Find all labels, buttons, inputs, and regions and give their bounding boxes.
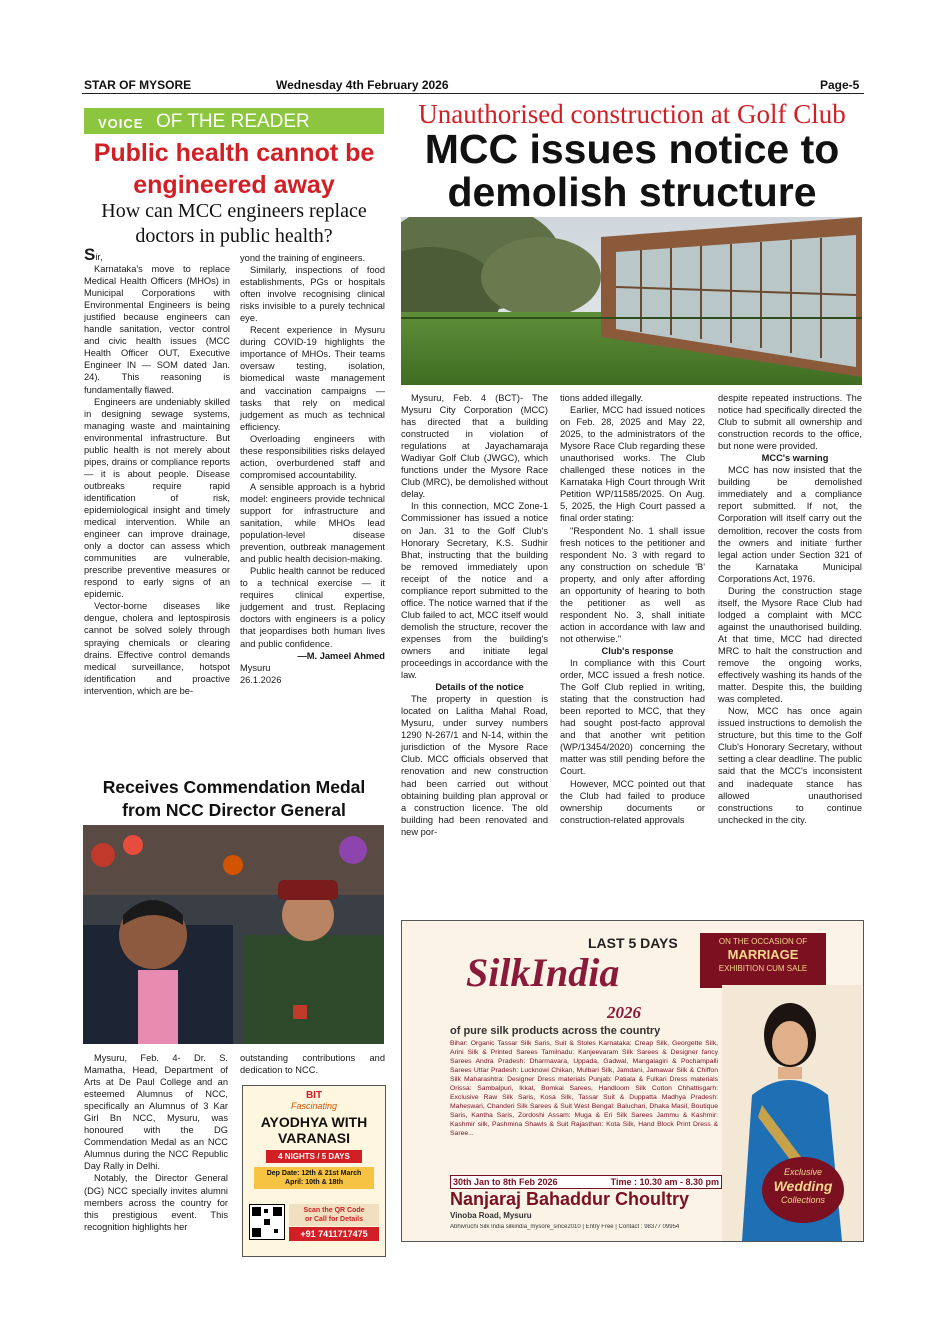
last-days: LAST 5 DAYS bbox=[588, 935, 678, 951]
main-paragraph: In compliance with this Court order, MCC issued a fresh notice. The Golf Club replied in writing, stating that the construction had been reported to MCC, that they had sought post-facto approval and that another writ petition (WP/13454/2020) concerning the matter was still pending before the Court. bbox=[560, 658, 705, 777]
tour-tagline: Fascinating bbox=[290, 1101, 338, 1111]
main-paragraph: However, MCC pointed out that the Club had failed to produce ownership documents or construction-related approvals bbox=[560, 778, 705, 825]
silk-contact: Abhivruchi Silk India silkindia_mysore_since2010 | Entry Free | Contact : 98377 09954 bbox=[450, 1224, 680, 1230]
tour-phone[interactable]: +91 7411717475 bbox=[289, 1227, 379, 1241]
letter-paragraph: yond the training of engineers. bbox=[240, 253, 366, 263]
letter-headline-line1: Public health cannot be bbox=[93, 139, 375, 167]
letter-paragraph: A sensible approach is a hybrid model: engineers provide technical support for infrastructure and sanitation, while MHOs lead population-level disease prevention, outbreak management and public health decision-making. bbox=[240, 481, 385, 565]
main-paragraph: The property in question is located on Lalitha Mahal Road, Mysuru, under survey numbers 1290 N-267/1 and N-14, within the jurisdiction of the Mysore Race Club. MCC officials observed that renovation and new construction had been carried out without obtaining building plan approval or a construction licence. The old building had been renovated and new por- bbox=[401, 694, 548, 837]
main-paragraph: Mysuru, Feb. 4 (BCT)- The Mysuru City Corporation (MCC) has directed that a building constructed in violation of regulations at Jayachamaraja Wadiyar Golf Club (JWGC), which functions under the Mysore Race Club (MRC), be demolished without delay. bbox=[401, 393, 548, 500]
ncc-headline-line2: from NCC Director General bbox=[122, 800, 346, 820]
main-kicker: Unauthorised construction at Golf Club bbox=[418, 99, 846, 129]
subhead-response: Club's response bbox=[601, 645, 674, 656]
silk-address: Vinoba Road, Mysuru bbox=[450, 1211, 532, 1220]
letter-paragraph: Overloading engineers with these responsibilities risks delayed action, overburdened staff and compromised accountability. bbox=[240, 433, 385, 480]
tour-scan-line2: or Call for Details bbox=[305, 1216, 363, 1223]
tour-title-line1: AYODHYA WITH bbox=[260, 1114, 368, 1130]
tour-scan-line1: Scan the QR Code bbox=[303, 1207, 365, 1214]
letter-subhead-line2: doctors in public health? bbox=[135, 225, 333, 247]
main-paragraph: tions added illegally. bbox=[560, 393, 644, 403]
badge-line2: Wedding bbox=[773, 1178, 833, 1194]
letter-paragraph: Public health cannot be reduced to a technical exercise — it requires clinical expertise, judgement and trust. Replacing doctors with engineers is a policy that jeopardises both human lives and public confidence. bbox=[240, 566, 385, 649]
main-paragraph: During the construction stage itself, the Mysore Race Club had lodged a complaint with MCC against the unauthorised building. At that time, MCC had directed MRC to halt the construction and remove the ongoing works, effectively washing its hands of the matter. Despite this, the building was completed. bbox=[718, 585, 862, 705]
letter-place: Mysuru bbox=[240, 662, 271, 673]
letter-salutation: ir, bbox=[95, 252, 103, 262]
tour-scan bbox=[289, 1204, 379, 1226]
main-column-2 bbox=[560, 392, 705, 826]
ncc-column-2 bbox=[240, 1052, 385, 1076]
occasion-line3: EXHIBITION CUM SALE bbox=[718, 964, 808, 973]
letter-paragraph: Recent experience in Mysuru during COVID-19 highlights the importance of MHOs. Their teams oversaw testing, isolation, biomedical waste management and vaccination campaigns — tasks that rely on medical judgement as much as technical efficiency. bbox=[240, 325, 385, 432]
letter-paragraph: Vector-borne diseases like dengue, cholera and leptospirosis cannot be solved solely through spraying chemicals or clearing drains. Effective control demands medical surveillance, hotspot identification and proactive intervention, which are be- bbox=[84, 601, 230, 696]
silk-year: 2026 bbox=[607, 1003, 641, 1022]
silk-brand: SilkIndia bbox=[466, 950, 620, 995]
main-headline bbox=[398, 128, 866, 214]
ncc-paragraph: Notably, the Director General (DG) NCC specially invites alumni members across the country for this prestigious event. This recognition highlights her bbox=[84, 1173, 228, 1232]
main-column-1 bbox=[401, 392, 548, 838]
golf-club-photo bbox=[401, 217, 862, 385]
letter-dropcap: S bbox=[84, 245, 96, 264]
silk-time: Time : 10.30 am - 8.30 pm bbox=[610, 1177, 719, 1187]
silk-products: Bihar: Organic Tassar Silk Saris, Suit & Stoles Karnataka: Creap Silk, Georgette Silk, Arini Silk & Printed Sarees Tamilnadu: Kanjeevaram Silk Sarees & Designer fancy Sarees Andra Pradesh: Dharmavara, Uppada, Gadwal, Mangalagiri & Pochampalli Sarees Uttar Pradesh: Lucknowi Chikan, Mulbari Silk, Jamdani, Jamawar Silk & Chiffon Silk Maharashtra: Designer Dress materials Punjab: Patiala & Fulkari Dress materials Orissa: Sambalpuri, Ikkat, Bomkai Sarees, Handloom Silk Cotton Chhattisgarh: Exclusive Raw Silk Saris, Kosa Silk, Tassar Suit & Duppatta Madhya Pradesh: Maheswari, Chanderi Silk Sarees & Suit West Bengal: Baluchari, Dhaka Masil, Boutique Saris, Kantha Saris, Zordoshi Assam: Muga & Eri Silk Sarees Jammu & Kashmir: Kashmir silk, Pashmina Shawls & Suit Rajasthan: Kota Silk, Hand Block Print Dress & Saree... bbox=[450, 1040, 718, 1137]
ncc-headline-line1: Receives Commendation Medal bbox=[102, 777, 366, 797]
main-paragraph: "Respondent No. 1 shall issue fresh notices to the petitioner and respondent No. 3 with regard to any construction on schedule 'B' property, and only after affording an opportunity of hearing to both the petitioner as well as respondent No. 3, shall initiate action in accordance with law and not otherwise." bbox=[560, 525, 705, 644]
voice-kicker-a: VOICE bbox=[98, 116, 144, 131]
tour-dates-line2: April: 10th & 18th bbox=[285, 1179, 343, 1186]
voice-kicker-b: OF THE READER bbox=[156, 111, 310, 132]
main-headline-line2: demolish structure bbox=[447, 169, 817, 215]
main-paragraph: In this connection, MCC Zone-1 Commissioner has issued a notice on Jan. 31 to the Golf Club's Honorary Secretary, K.S. Sudhir Bhat, instructing that the building be removed immediately upon receipt of the notice and a compliance report submitted to the office. The notice warned that if the Club failed to act, MCC itself would demolish the structure, recover the expenses from the building's owners and initiate legal proceedings in accordance with the law. bbox=[401, 501, 548, 681]
tour-duration: 4 NIGHTS / 5 DAYS bbox=[266, 1150, 362, 1163]
letter-subhead-line1: How can MCC engineers replace bbox=[101, 200, 367, 222]
letter-signature: —M. Jameel Ahmed bbox=[297, 650, 385, 661]
tour-brand: BIT bbox=[305, 1090, 323, 1101]
main-headline-line1: MCC issues notice to bbox=[424, 126, 840, 172]
letter-headline bbox=[82, 137, 386, 201]
occasion-banner bbox=[700, 933, 826, 988]
silk-india-ad[interactable] bbox=[401, 920, 864, 1242]
badge-line1: Exclusive bbox=[783, 1167, 822, 1177]
page-number: Page-5 bbox=[820, 78, 860, 92]
subhead-warning: MCC's warning bbox=[761, 453, 829, 464]
ncc-headline bbox=[82, 776, 386, 822]
silk-venue: Nanjaraj Bahaddur Choultry bbox=[450, 1189, 690, 1209]
main-paragraph: despite repeated instructions. The notice had specifically directed the Club to submit all ownership and construction records to the office, but none were provided. bbox=[718, 393, 862, 452]
qr-code-icon[interactable] bbox=[249, 1204, 285, 1240]
subhead-details: Details of the notice bbox=[435, 682, 524, 693]
header-rule bbox=[82, 93, 864, 94]
voice-banner bbox=[84, 108, 384, 134]
badge-line3: Collections bbox=[780, 1195, 826, 1205]
ncc-column-1 bbox=[84, 1052, 228, 1233]
silk-dates-bar bbox=[450, 1175, 722, 1189]
occasion-line1: ON THE OCCASION OF bbox=[718, 937, 808, 946]
silk-tagline: of pure silk products across the country bbox=[450, 1025, 661, 1037]
main-column-3 bbox=[718, 392, 862, 826]
tour-dates-line1: Dep Date: 12th & 21st March bbox=[266, 1170, 362, 1177]
silk-dates: 30th Jan to 8th Feb 2026 bbox=[453, 1177, 558, 1187]
tour-title bbox=[243, 1114, 385, 1146]
ncc-paragraph: outstanding contributions and dedication to NCC. bbox=[240, 1053, 385, 1076]
letter-column-1 bbox=[84, 245, 230, 697]
issue-date: Wednesday 4th February 2026 bbox=[276, 78, 449, 92]
tour-title-line2: VARANASI bbox=[277, 1130, 351, 1146]
letter-date: 26.1.2026 bbox=[240, 674, 282, 685]
letter-paragraph: Karnataka's move to replace Medical Health Officers (MHOs) in Municipal Corporations with Environmental Engineers is being justified because engineers can handle sanitation, vector control and civic health issues (MCC Health Officer OUT, Executive Engineer IN — SOM dated Jan. 24). This reasoning is fundamentally flawed. bbox=[84, 264, 230, 395]
ncc-paragraph: Mysuru, Feb. 4- Dr. S. Mamatha, Head, Department of Arts at De Paul College and an esteemed Alumnus of NCC, specifically an Alumnus of 3 Kar Girl Bn NCC, Mysuru, was honoured with the DG Commendation Medal as an NCC Alumnus during the NCC Republic Day Rally in Delhi. bbox=[84, 1053, 228, 1172]
publication-name: STAR OF MYSORE bbox=[84, 78, 192, 92]
main-paragraph: MCC has now insisted that the building be demolished immediately and a compliance report submitted. If not, the Corporation will itself carry out the demolition, recover the costs from the owners and initiate further legal action under Section 321 of the Karnataka Municipal Corporations Act, 1976. bbox=[718, 465, 862, 584]
main-paragraph: Earlier, MCC had issued notices on Feb. 28, 2025 and May 22, 2025, to the administrators of the Mysore Race Club regarding these unauthorised works. The Club challenged these notices in the Karnataka High Court through Writ Petition WP/11585/2025. On Aug. 5, 2025, the High Court passed a final order stating: bbox=[560, 405, 705, 524]
letter-headline-line2: engineered away bbox=[133, 171, 335, 199]
letter-paragraph: Engineers are undeniably skilled in designing sewage systems, managing waste and maintaining environmental infrastructure. But public health is not merely about pipes, drains or compliance reports — it is about people. Disease outbreaks require rapid identification of risk, epidemiological insight and timely medical intervention. While an engineer can improve drainage, only a doctor can assess which communities are vulnerable, prescribe preventive measures or respond to early signs of an epidemic. bbox=[84, 396, 230, 600]
occasion-line2: MARRIAGE bbox=[727, 947, 799, 962]
tour-ad[interactable] bbox=[242, 1085, 386, 1257]
letter-paragraph: Similarly, inspections of food establishments, PGs or hospitals often involve recognising clinical risks invisible to a purely technical eye. bbox=[240, 265, 385, 324]
tour-dates bbox=[254, 1167, 374, 1189]
letter-subhead bbox=[82, 199, 386, 249]
wedding-badge bbox=[762, 1157, 844, 1223]
ncc-medal-photo bbox=[83, 825, 384, 1044]
letter-column-2 bbox=[240, 252, 385, 686]
main-paragraph: Now, MCC has once again issued instructions to demolish the structure, but this time to the Golf Club's Honorary Secretary, without setting a clear deadline. The public said that the MCC's inconsistent and inadequate stance has allowed unauthorised constructions to continue unchecked in the city. bbox=[718, 706, 862, 825]
